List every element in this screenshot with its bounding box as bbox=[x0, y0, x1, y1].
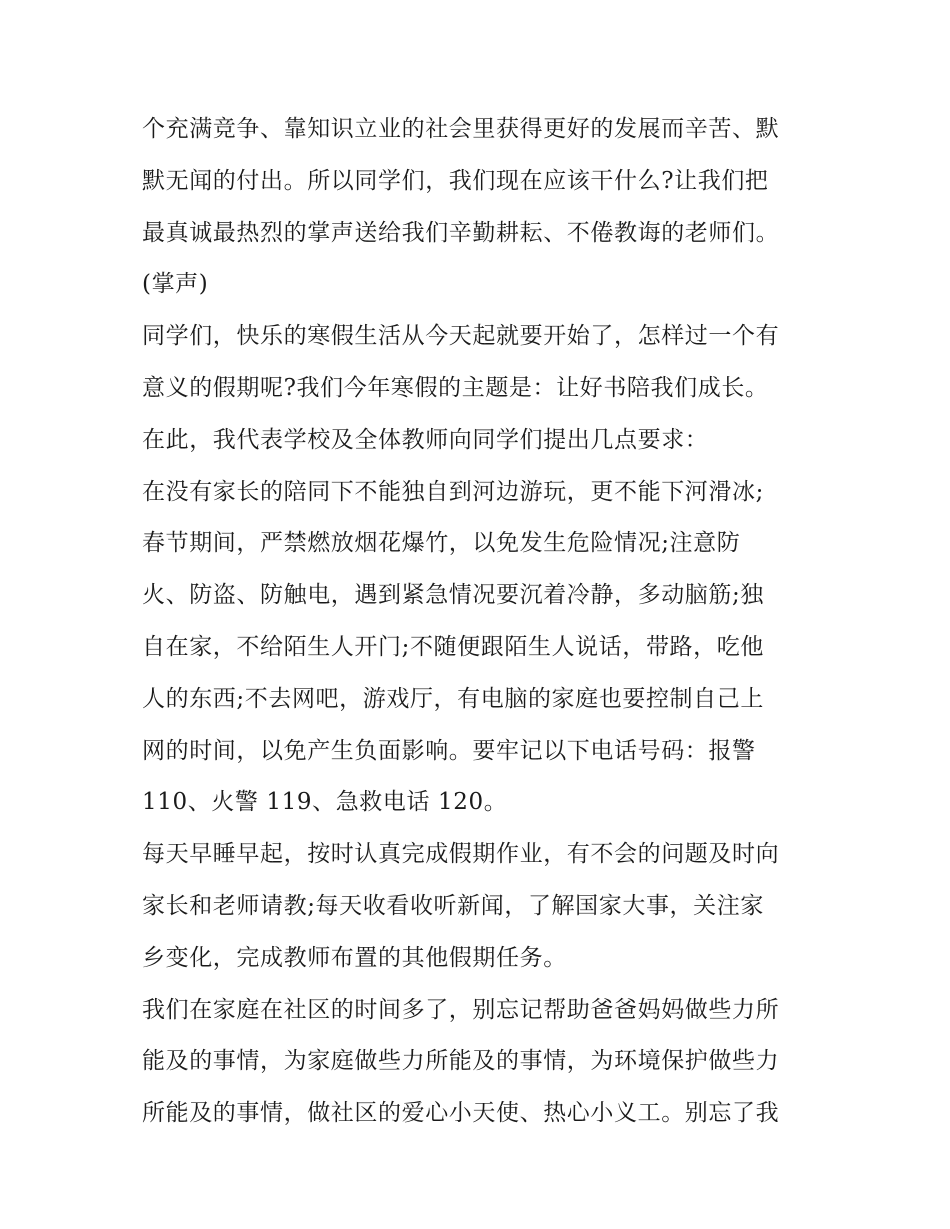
text-line: 最真诚最热烈的掌声送给我们辛勤耕耘、不倦教诲的老师们。 bbox=[142, 219, 780, 246]
text-line: 乡变化，完成教师布置的其他假期任务。 bbox=[142, 944, 567, 971]
body-text bbox=[142, 104, 822, 1140]
text-line: 在此，我代表学校及全体教师向同学们提出几点要求： bbox=[142, 426, 709, 453]
text-line: 所能及的事情，做社区的爱心小天使、热心小义工。别忘了我 bbox=[142, 1100, 780, 1127]
text-line: 春节期间，严禁燃放烟花爆竹，以免发生危险情况;注意防 bbox=[142, 530, 741, 557]
text-line: 每天早睡早起，按时认真完成假期作业，有不会的问题及时向 bbox=[142, 841, 780, 868]
text-line: 能及的事情，为家庭做些力所能及的事情，为环境保护做些力 bbox=[142, 1048, 780, 1075]
text-line: 火、防盗、防触电，遇到紧急情况要沉着冷静，多动脑筋;独 bbox=[142, 582, 764, 609]
text-line: 个充满竞争、靠知识立业的社会里获得更好的发展而辛苦、默 bbox=[142, 116, 780, 142]
text-line: 意义的假期呢?我们今年寒假的主题是：让好书陪我们成长。 bbox=[142, 374, 769, 401]
text-line: (掌声) bbox=[142, 271, 209, 298]
text-line: 人的东西;不去网吧，游戏厅，有电脑的家庭也要控制自己上 bbox=[142, 685, 764, 712]
text-line: 自在家，不给陌生人开门;不随便跟陌生人说话，带路，吃他 bbox=[142, 633, 764, 660]
text-line: 默无闻的付出。所以同学们，我们现在应该干什么?让我们把 bbox=[142, 167, 769, 194]
text-line: 在没有家长的陪同下不能独自到河边游玩，更不能下河滑冰; bbox=[142, 478, 764, 505]
text-line: 同学们，快乐的寒假生活从今天起就要开始了，怎样过一个有 bbox=[142, 323, 780, 350]
text-line: 网的时间，以免产生负面影响。要牢记以下电话号码：报警 bbox=[142, 737, 756, 764]
text-line: 110、火警 119、急救电话 120。 bbox=[142, 789, 508, 816]
text-line: 家长和老师请教;每天收看收听新闻，了解国家大事，关注家 bbox=[142, 892, 764, 919]
text-line: 我们在家庭在社区的时间多了，别忘记帮助爸爸妈妈做些力所 bbox=[142, 996, 780, 1023]
